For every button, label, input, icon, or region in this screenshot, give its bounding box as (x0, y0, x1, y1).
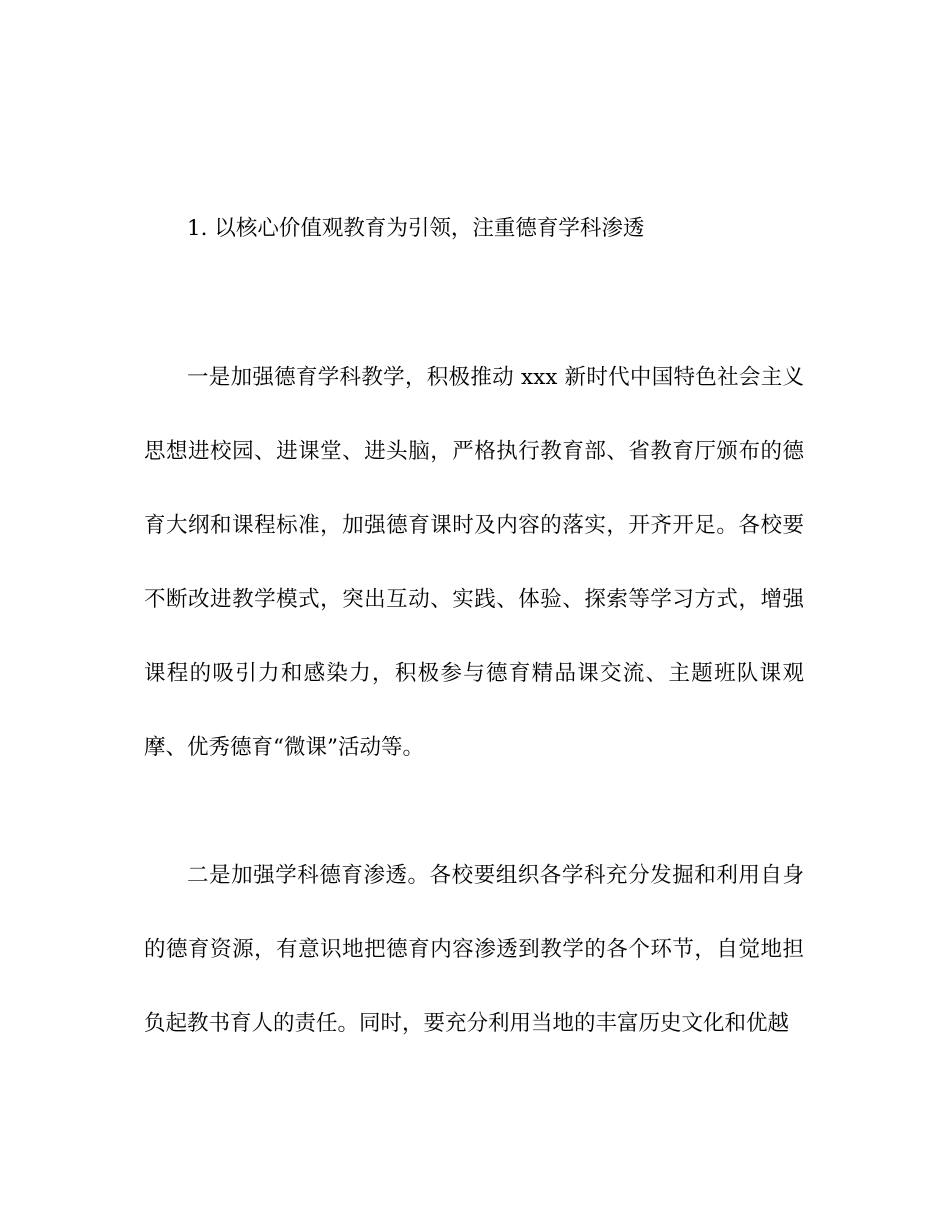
paragraph-2: 二是加强学科德育渗透。各校要组织各学科充分发掘和利用自身的德育资源，有意识地把德育内容渗透到教学的各个环节，自觉地担负起教书育人的责任。同时，要充分利用当地的丰富历史文化和优越 (144, 863, 804, 1036)
section-heading: 1. 以核心价值观教育为引领，注重德育学科渗透 (187, 216, 645, 241)
paragraph-1: 一是加强德育学科教学，积极推动 xxx 新时代中国特色社会主义思想进校园、进课堂、进头脑，严格执行教育部、省教育厅颁布的德育大纲和课程标准，加强德育课时及内容的落实，开齐开足。各校要不断改进教学模式，突出互动、实践、体验、探索等学习方式，增强课程的吸引力和感染力，积极参与德育精品课交流、主题班队课观摩、优秀德育“微课”活动等。 (144, 365, 804, 760)
